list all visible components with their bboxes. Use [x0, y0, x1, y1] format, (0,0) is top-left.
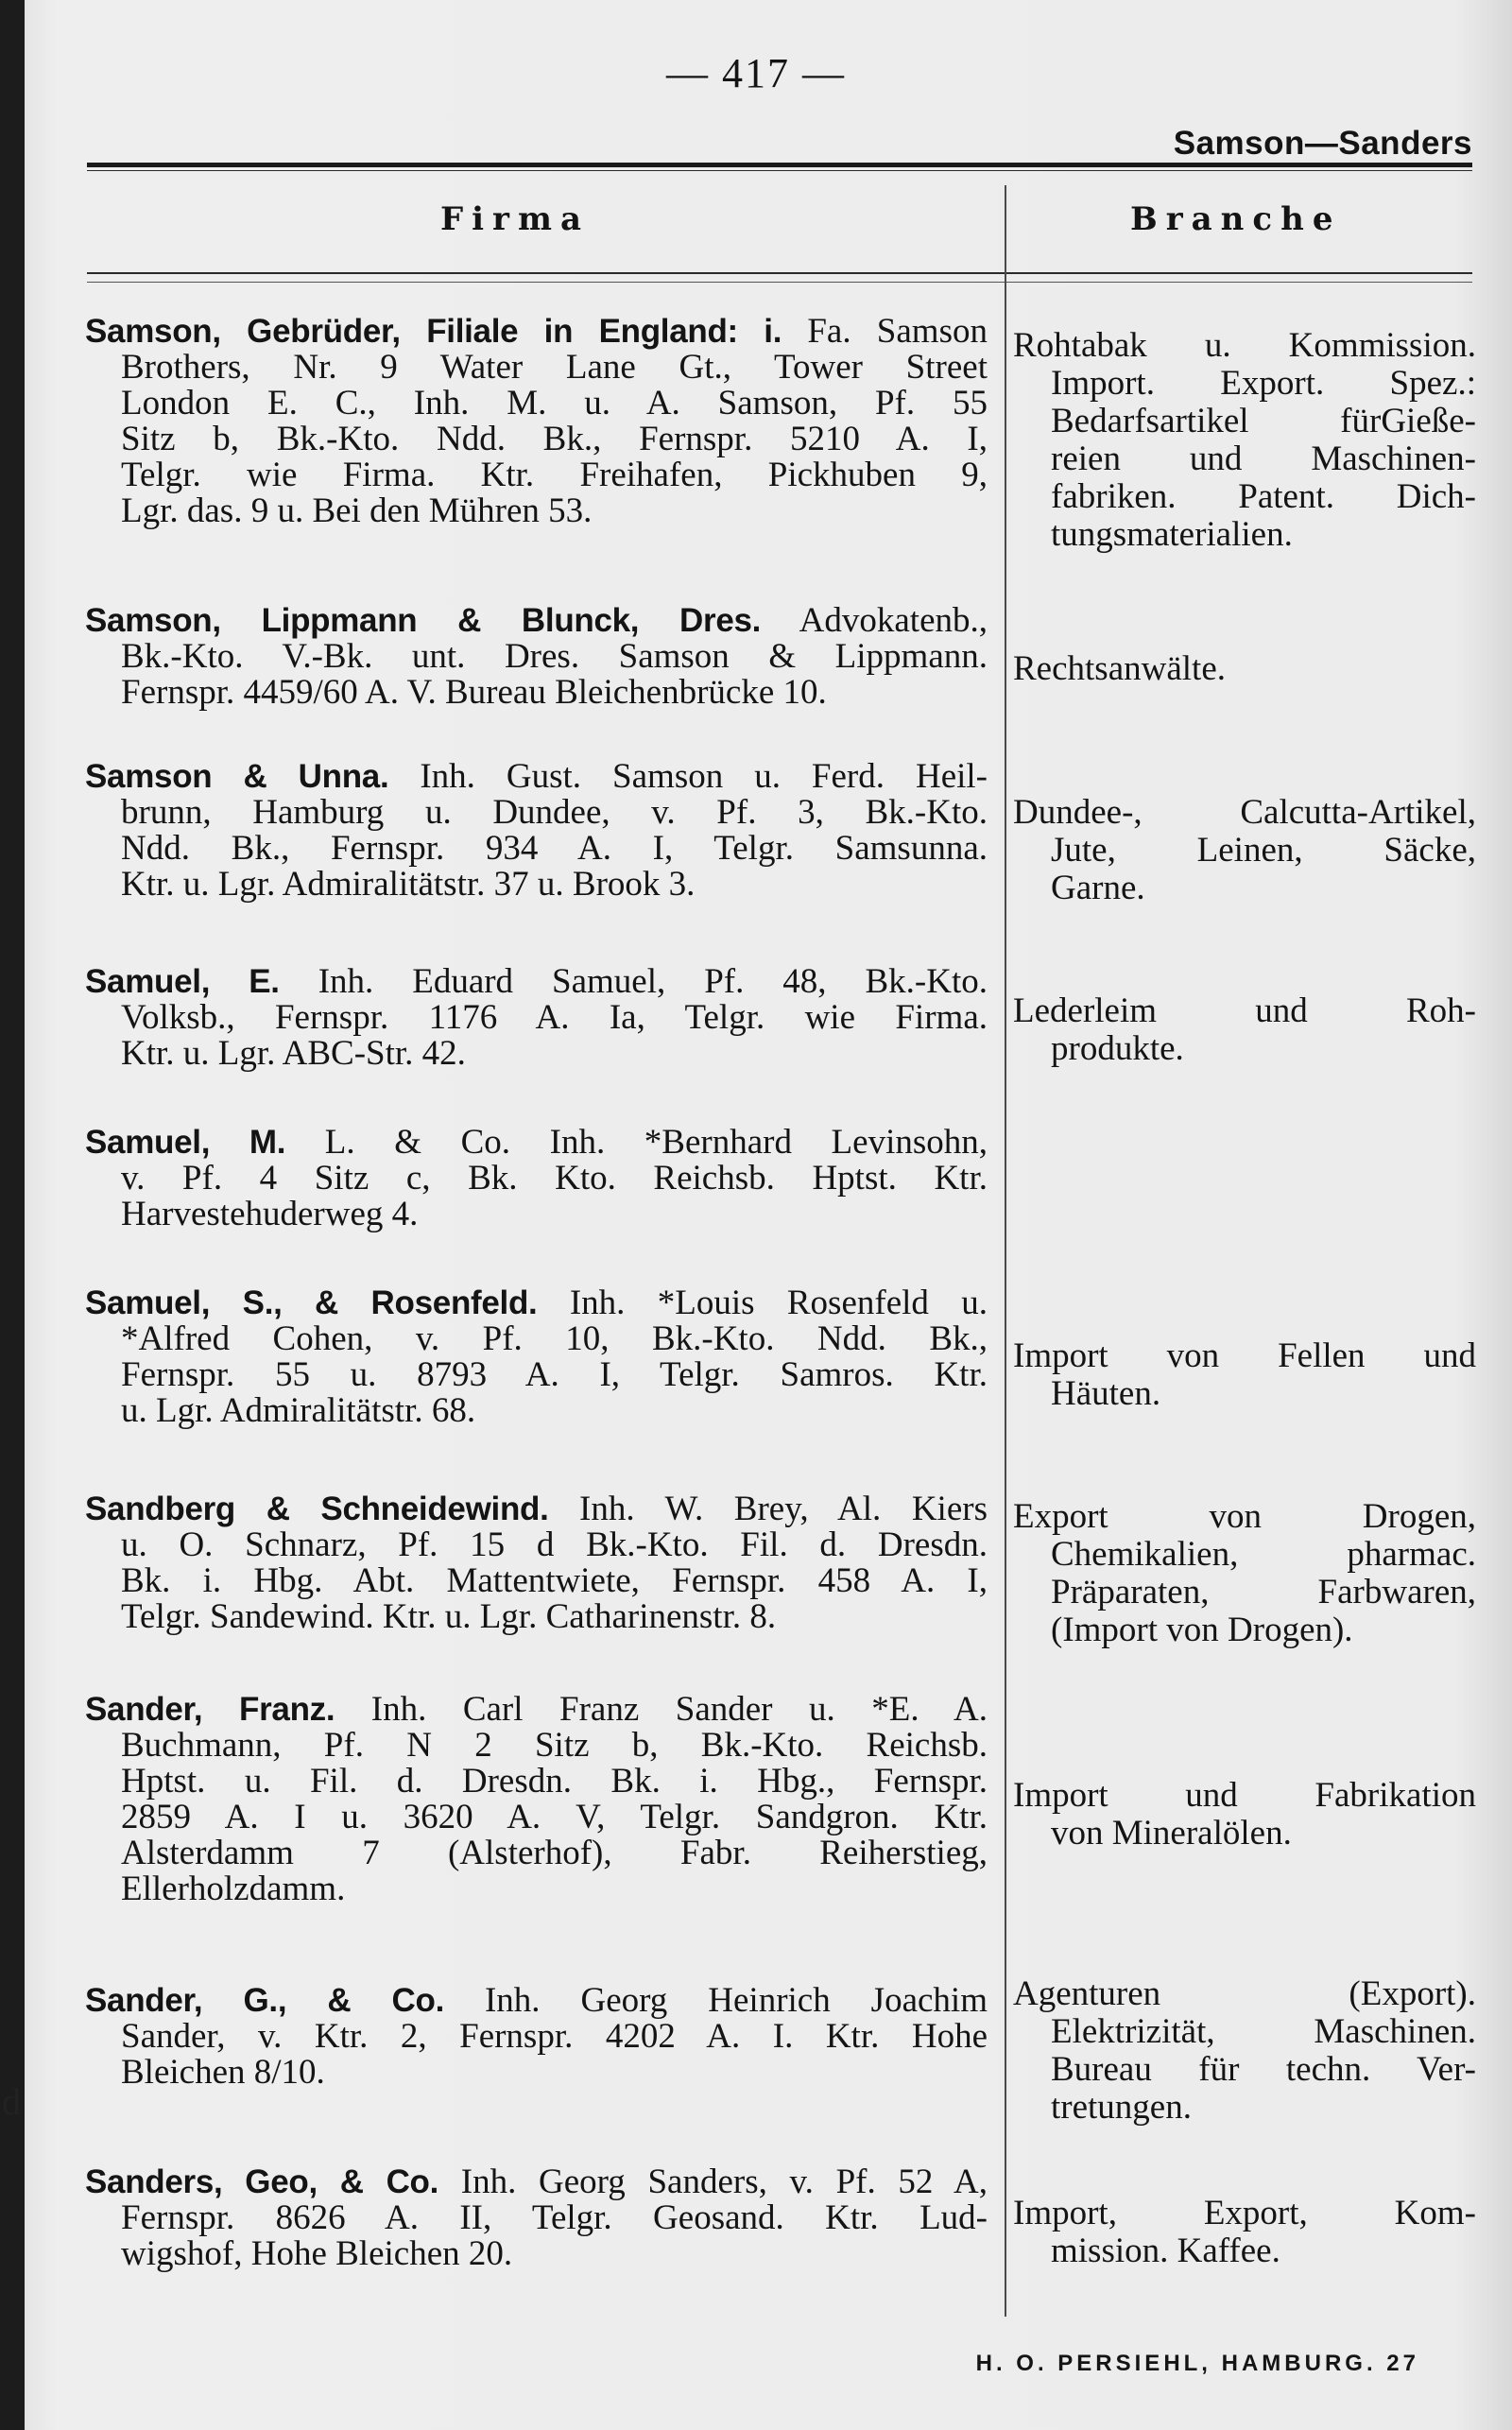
- firma-text: [85, 603, 988, 711]
- firm-name: Sander, Franz.: [85, 1691, 335, 1728]
- branche-line: Agenturen (Export).: [1013, 1974, 1476, 2013]
- firm-name: Samuel, E.: [85, 963, 280, 1000]
- branche-line: (Import von Drogen).: [1051, 1611, 1353, 1649]
- firma-name-line: Samuel, E. Inh. Eduard Samuel, Pf. 48, Bk.-Kto.: [85, 962, 988, 1001]
- branche-line: tretungen.: [1051, 2088, 1192, 2127]
- branche-line: tungsmaterialien.: [1051, 515, 1293, 554]
- firma-line: Fernspr. 8626 A. II, Telgr. Geosand. Ktr. Lud-: [121, 2198, 988, 2237]
- firma-line: Alsterdamm 7 (Alsterhof), Fabr. Reiherstieg,: [121, 1834, 988, 1872]
- branche-line: mission. Kaffee.: [1051, 2232, 1280, 2270]
- column-heading-rule-thin: [87, 282, 1472, 283]
- branche-line: Import von Fellen und: [1013, 1336, 1476, 1375]
- firma-text: [85, 1983, 988, 2091]
- firma-line: Harvestehuderweg 4.: [121, 1195, 419, 1233]
- branche-line: Elektrizität, Maschinen.: [1051, 2012, 1476, 2051]
- firma-name-line: Sanders, Geo, & Co. Inh. Georg Sanders, v. Pf. 52 A,: [85, 2163, 988, 2201]
- firma-text: [85, 964, 988, 1072]
- firma-line: Telgr. Sandewind. Ktr. u. Lgr. Catharinenstr. 8.: [121, 1597, 777, 1636]
- firma-line: Sitz b, Bk.-Kto. Ndd. Bk., Fernspr. 5210 A. I,: [121, 420, 988, 458]
- firm-name: Sanders, Geo, & Co.: [85, 2163, 439, 2200]
- firma-line: London E. C., Inh. M. u. A. Samson, Pf. 55: [121, 384, 988, 422]
- branche-line: Lederleim und Roh-: [1013, 991, 1476, 1030]
- branche-text: [1013, 1777, 1476, 1853]
- branche-text: [1013, 794, 1476, 907]
- firma-line: Ellerholzdamm.: [121, 1870, 346, 1908]
- branche-text: [1013, 2195, 1476, 2270]
- branche-line: Dundee-, Calcutta-Artikel,: [1013, 793, 1476, 832]
- firma-line: Lgr. das. 9 u. Bei den Mühren 53.: [121, 491, 593, 530]
- firma-line: Bk. i. Hbg. Abt. Mattentwiete, Fernspr. 458 A. I,: [121, 1561, 988, 1600]
- firma-line: u. O. Schnarz, Pf. 15 d Bk.-Kto. Fil. d. Dresdn.: [121, 1525, 988, 1564]
- firma-text: [85, 1285, 988, 1429]
- firma-line: Telgr. wie Firma. Ktr. Freihafen, Pickhuben 9,: [121, 456, 988, 494]
- firma-text: [85, 314, 988, 529]
- firm-name: Samson & Unna.: [85, 758, 389, 795]
- branche-line: Import. Export. Spez.:: [1051, 364, 1476, 403]
- firma-text: [85, 1692, 988, 1907]
- firm-name: Samson, Lippmann & Blunck, Dres.: [85, 602, 762, 639]
- branche-line: Garne.: [1051, 869, 1145, 907]
- running-head: Samson—Sanders: [1173, 125, 1472, 162]
- branche-line: reien und Maschinen-: [1051, 439, 1476, 478]
- firma-line: Ktr. u. Lgr. ABC-Str. 42.: [121, 1034, 466, 1073]
- header-rule-thin: [87, 170, 1472, 171]
- column-divider: [1005, 185, 1006, 2317]
- firma-line: Buchmann, Pf. N 2 Sitz b, Bk.-Kto. Reichsb.: [121, 1726, 988, 1765]
- branche-line: Häuten.: [1051, 1374, 1161, 1413]
- firma-name-line: Sander, Franz. Inh. Carl Franz Sander u. *E. A.: [85, 1690, 988, 1729]
- firm-name: Samuel, M.: [85, 1124, 286, 1161]
- branche-line: Import, Export, Kom-: [1013, 2194, 1476, 2232]
- branche-text: [1013, 1498, 1476, 1649]
- page-binding-edge: [0, 0, 25, 2430]
- firma-line: v. Pf. 4 Sitz c, Bk. Kto. Reichsb. Hptst. Ktr.: [121, 1159, 988, 1198]
- branche-text: [1013, 650, 1476, 688]
- firma-line: Ndd. Bk., Fernspr. 934 A. I, Telgr. Samsunna.: [121, 829, 988, 868]
- header-rule: [87, 163, 1472, 167]
- firma-line: Sander, v. Ktr. 2, Fernspr. 4202 A. I. Ktr. Hohe: [121, 2017, 988, 2056]
- branche-text: [1013, 1975, 1476, 2127]
- firma-line: Volksb., Fernspr. 1176 A. Ia, Telgr. wie Firma.: [121, 998, 988, 1037]
- firma-name-line: Samson, Gebrüder, Filiale in England: i. Fa. Samson: [85, 312, 988, 351]
- branche-text: [1013, 992, 1476, 1068]
- firma-line: Hptst. u. Fil. d. Dresdn. Bk. i. Hbg., Fernspr.: [121, 1762, 988, 1801]
- column-heading-firma: Firma: [440, 200, 590, 238]
- firm-name: Sander, G., & Co.: [85, 1982, 444, 2019]
- branche-line: von Mineralölen.: [1051, 1814, 1292, 1853]
- firma-name-line: Sandberg & Schneidewind. Inh. W. Brey, Al. Kiers: [85, 1490, 988, 1528]
- edge-mark: d: [2, 2080, 21, 2123]
- column-heading-rule: [87, 272, 1472, 274]
- firma-line: *Alfred Cohen, v. Pf. 10, Bk.-Kto. Ndd. Bk.,: [121, 1319, 988, 1358]
- branche-text: [1013, 1337, 1476, 1413]
- firma-line: 2859 A. I u. 3620 A. V, Telgr. Sandgron. Ktr.: [121, 1798, 988, 1836]
- branche-line: Export von Drogen,: [1013, 1497, 1476, 1536]
- firm-name: Samson, Gebrüder, Filiale in England: i.: [85, 313, 782, 350]
- branche-line: Bureau für techn. Ver-: [1051, 2050, 1476, 2089]
- firma-line: brunn, Hamburg u. Dundee, v. Pf. 3, Bk.-Kto.: [121, 793, 988, 832]
- firma-line: Bk.-Kto. V.-Bk. unt. Dres. Samson & Lippmann.: [121, 637, 988, 676]
- firma-name-line: Samson & Unna. Inh. Gust. Samson u. Ferd. Heil-: [85, 757, 988, 796]
- firma-line: wigshof, Hohe Bleichen 20.: [121, 2234, 513, 2273]
- branche-line: Rechtsanwälte.: [1013, 649, 1226, 688]
- firma-text: [85, 1491, 988, 1635]
- branche-line: Präparaten, Farbwaren,: [1051, 1573, 1476, 1611]
- printer-imprint: H. O. PERSIEHL, HAMBURG. 27: [975, 2351, 1419, 2376]
- page-number: — 417 —: [666, 50, 846, 96]
- firma-line: Ktr. u. Lgr. Admiralitätstr. 37 u. Brook 3.: [121, 865, 696, 904]
- branche-line: fabriken. Patent. Dich-: [1051, 477, 1476, 516]
- firma-text: [85, 2164, 988, 2272]
- branche-line: produkte.: [1051, 1029, 1184, 1068]
- firm-name: Samuel, S., & Rosenfeld.: [85, 1284, 538, 1321]
- branche-line: Bedarfsartikel fürGieße-: [1051, 402, 1476, 440]
- firm-name: Sandberg & Schneidewind.: [85, 1491, 549, 1527]
- branche-text: [1013, 327, 1476, 554]
- firma-name-line: Samson, Lippmann & Blunck, Dres. Advokatenb.,: [85, 601, 988, 640]
- branche-line: Import und Fabrikation: [1013, 1776, 1476, 1815]
- branche-line: Rohtabak u. Kommission.: [1013, 326, 1476, 365]
- firma-line: u. Lgr. Admiralitätstr. 68.: [121, 1391, 476, 1430]
- firma-line: Fernspr. 4459/60 A. V. Bureau Bleichenbrücke 10.: [121, 673, 827, 712]
- firma-line: Brothers, Nr. 9 Water Lane Gt., Tower Street: [121, 348, 988, 387]
- branche-line: Jute, Leinen, Säcke,: [1051, 831, 1476, 870]
- firma-line: Fernspr. 55 u. 8793 A. I, Telgr. Samros. Ktr.: [121, 1355, 988, 1394]
- firma-name-line: Samuel, M. L. & Co. Inh. *Bernhard Levinsohn,: [85, 1123, 988, 1162]
- branche-line: Chemikalien, pharmac.: [1051, 1535, 1476, 1574]
- firma-text: [85, 759, 988, 903]
- firma-name-line: Samuel, S., & Rosenfeld. Inh. *Louis Rosenfeld u.: [85, 1284, 988, 1322]
- firma-text: [85, 1125, 988, 1232]
- firma-line: Bleichen 8/10.: [121, 2053, 325, 2092]
- column-heading-branche: Branche: [1130, 200, 1342, 238]
- firma-name-line: Sander, G., & Co. Inh. Georg Heinrich Joachim: [85, 1981, 988, 2020]
